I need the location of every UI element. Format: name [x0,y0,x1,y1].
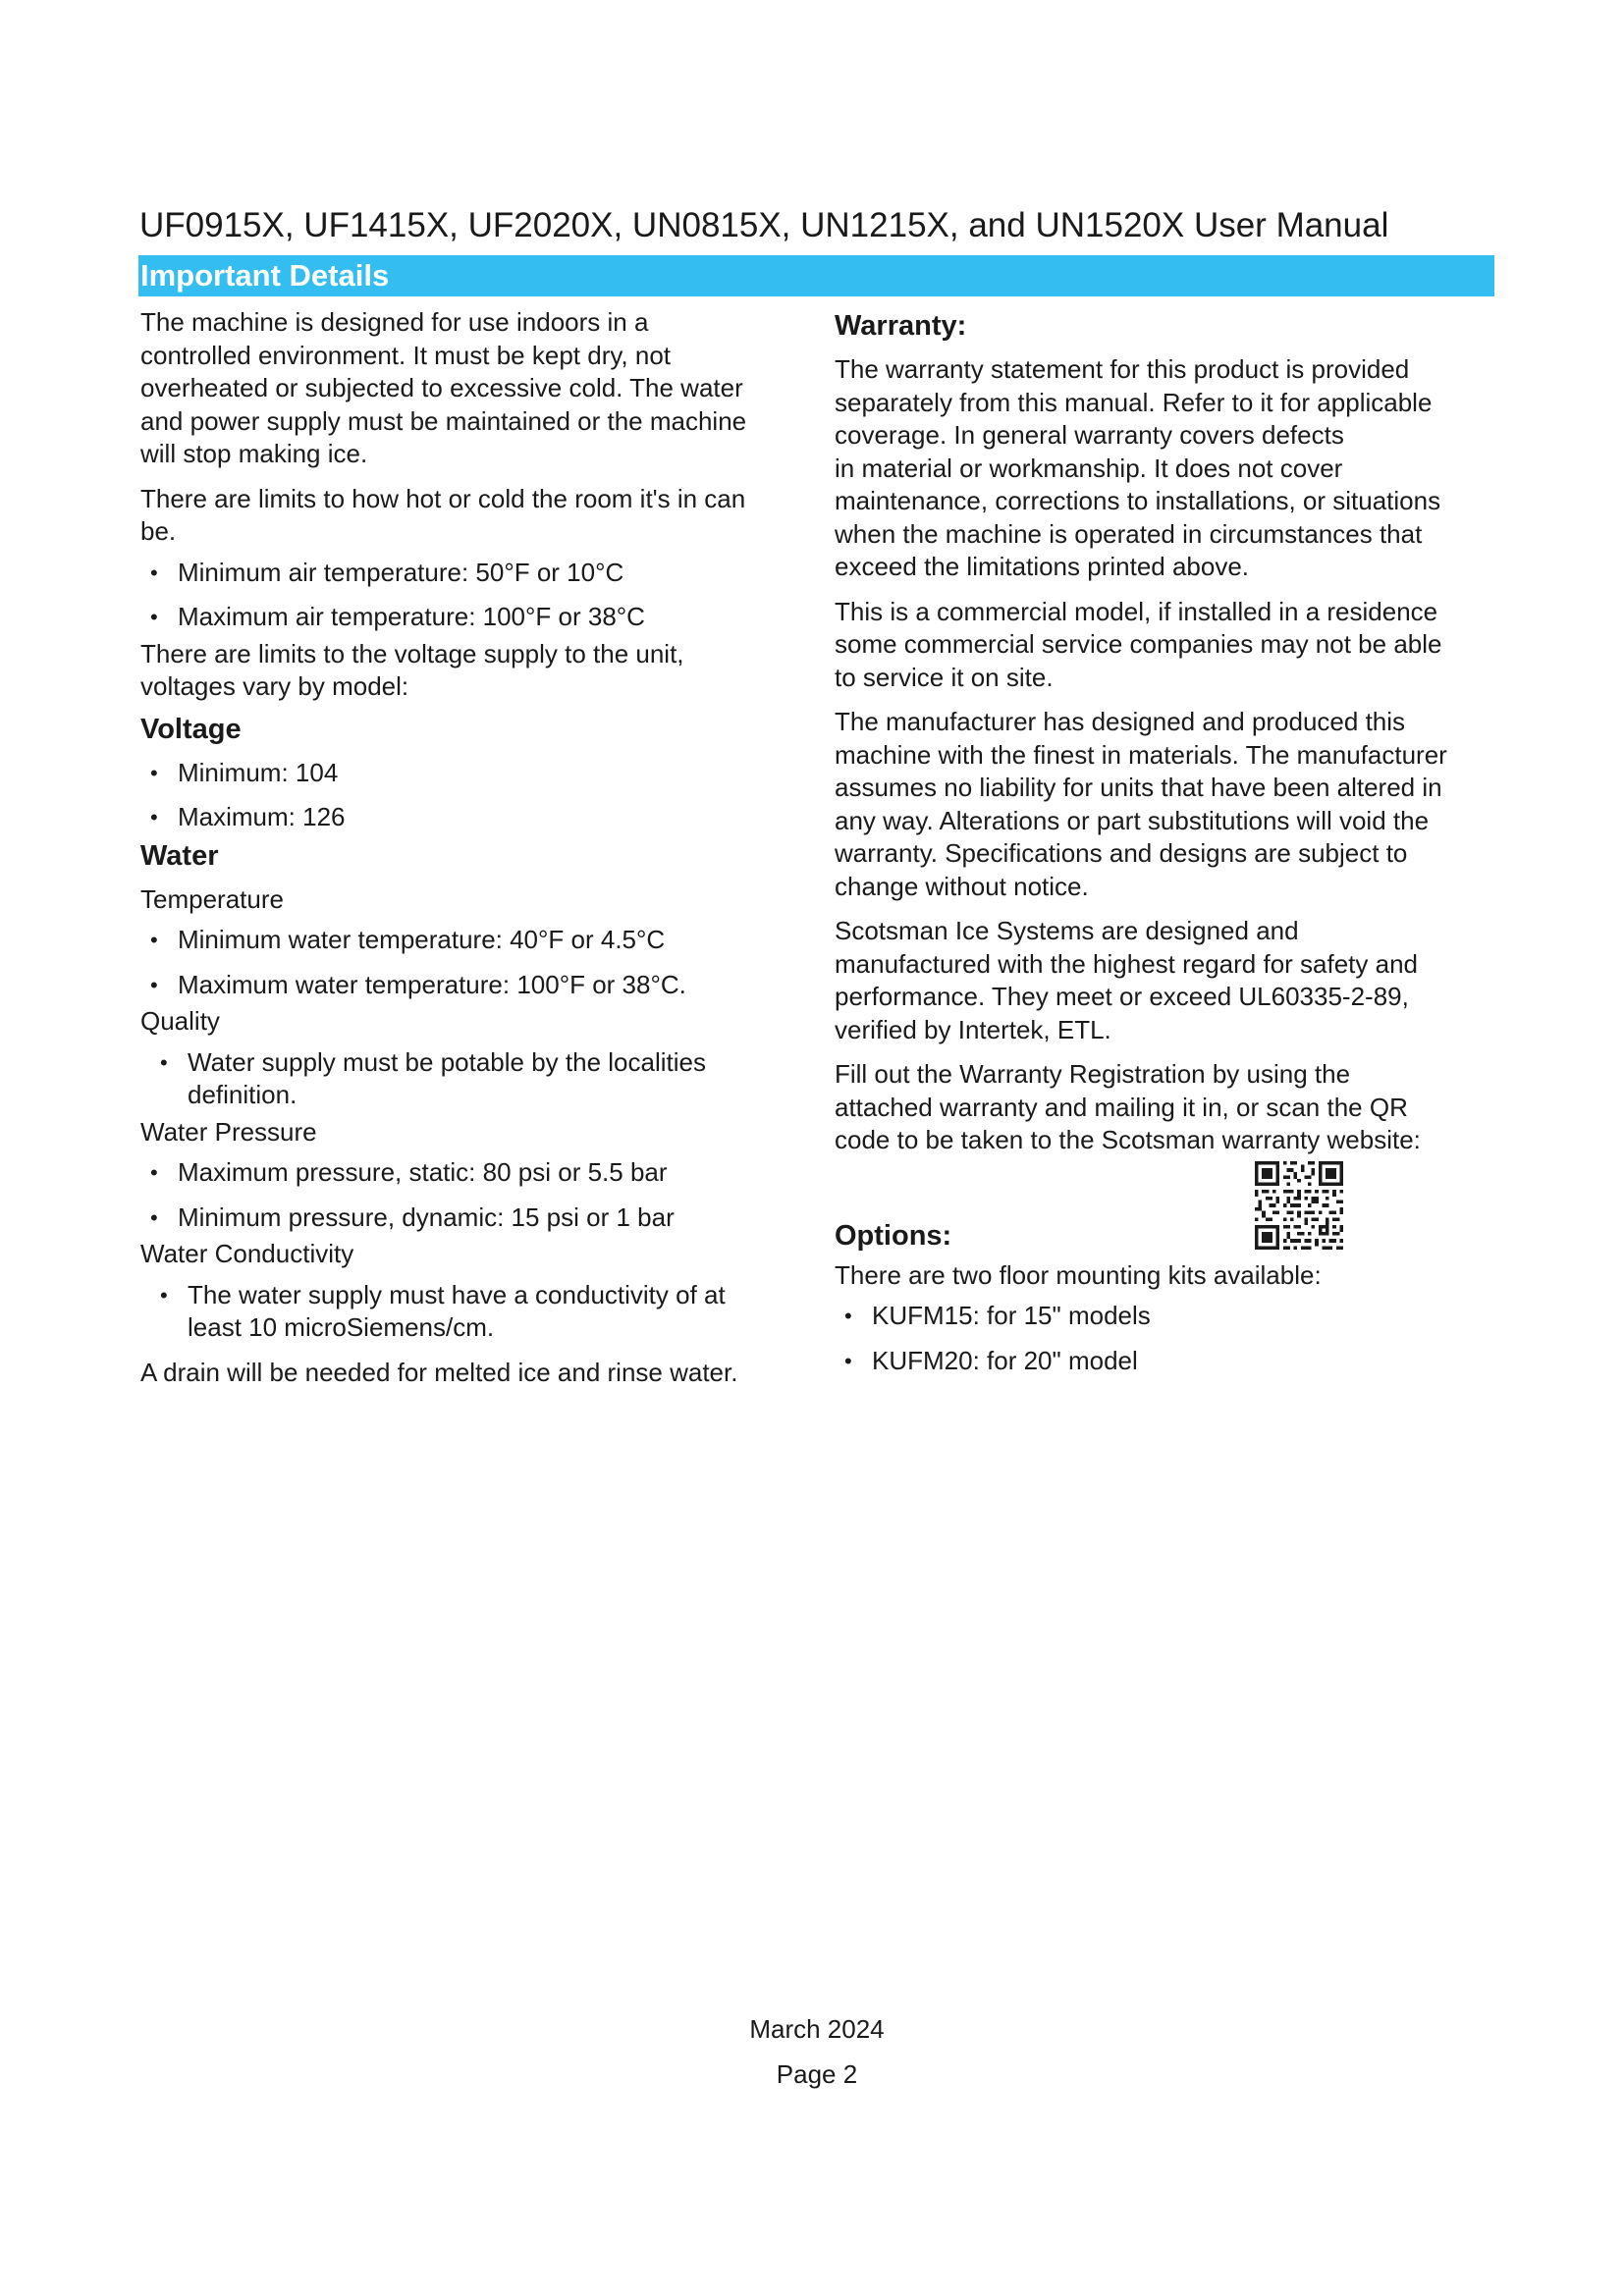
quality-label: Quality [140,1006,220,1036]
air-temperature-list [140,557,808,634]
temperature-label: Temperature [140,883,284,914]
intro-paragraph: The machine is designed for use indoors in a controlled environment. It must be kept dry, not overheated or subjected to excessive cold. The water and power supply must be maintained or the machine will stop making ice. [140,307,747,468]
warranty-heading: Warranty: [835,310,967,342]
water-conductivity-list [140,1279,808,1345]
options-heading: Options: [835,1219,952,1252]
drain-paragraph: A drain will be needed for melted ice and rinse water. [140,1357,738,1387]
list-item: • Maximum water temperature: 100°F or 38°C. [140,969,808,1002]
list-item: • Water supply must be potable by the localities definition. [140,1046,808,1112]
options-row [835,1161,1502,1259]
list-item: • Minimum water temperature: 40°F or 4.5°C [140,924,808,957]
options-intro-paragraph: There are two floor mounting kits available: [835,1259,1322,1290]
voltage-heading: Voltage [140,713,242,745]
manufacturer-paragraph: The manufacturer has designed and produced this machine with the finest in materials. The manufacturer assumes no liability for units that have been altered in any way. Alterations or part substitutions will void the warranty. Specifications and designs are subject to change without notice. [835,707,1447,901]
water-conductivity-label: Water Conductivity [140,1239,354,1268]
voltage-list [140,757,808,834]
footer-date: March 2024 [749,2014,885,2044]
section-banner [138,255,1494,296]
qr-code-icon[interactable] [1255,1161,1343,1250]
page-title: UF0915X, UF1415X, UF2020X, UN0815X, UN1215X, and UN1520X User Manual [139,206,1389,244]
list-item: • Minimum air temperature: 50°F or 10°C [140,557,808,590]
water-heading: Water [140,839,219,872]
right-column [835,306,1502,1389]
list-item: • Maximum: 126 [140,801,808,834]
section-banner-title: Important Details [140,258,390,293]
warranty-paragraph: The warranty statement for this product is provided separately from this manual. Refer to it for applicable coverage. In general warranty covers defects in material or workmanship. It does not cover maintenance, corrections to installations, or situations when the machine is operated in circumstances that exceed the limitations printed above. [835,354,1441,581]
list-item: • The water supply must have a conductivity of at least 10 microSiemens/cm. [140,1279,808,1345]
list-item: • Minimum: 104 [140,757,808,790]
list-item: • Maximum air temperature: 100°F or 38°C [140,601,808,634]
water-pressure-label: Water Pressure [140,1116,317,1147]
footer-page-number: Page 2 [776,2059,858,2089]
water-temperature-list [140,924,808,1001]
list-item: • Minimum pressure, dynamic: 15 psi or 1 bar [140,1201,808,1235]
options-list [835,1300,1502,1377]
list-item: • Maximum pressure, static: 80 psi or 5.5 bar [140,1156,808,1190]
registration-paragraph: Fill out the Warranty Registration by using the attached warranty and mailing it in, or scan the QR code to be taken to the Scotsman warranty website: [835,1059,1421,1154]
room-limits-paragraph: There are limits to how hot or cold the room it's in can be. [140,483,746,546]
list-item: • KUFM15: for 15" models [835,1300,1502,1333]
left-column [140,306,808,1401]
water-pressure-list [140,1156,808,1234]
quality-list [140,1046,808,1112]
safety-paragraph: Scotsman Ice Systems are designed and manufactured with the highest regard for safety and performance. They meet or exceed UL60335-2-89, verified by Intertek, ETL. [835,916,1419,1044]
voltage-intro-paragraph: There are limits to the voltage supply to the unit, voltages vary by model: [140,638,684,701]
list-item: • KUFM20: for 20" model [835,1345,1502,1378]
residence-paragraph: This is a commercial model, if installed in a residence some commercial service companies may not be able to service it on site. [835,596,1442,692]
